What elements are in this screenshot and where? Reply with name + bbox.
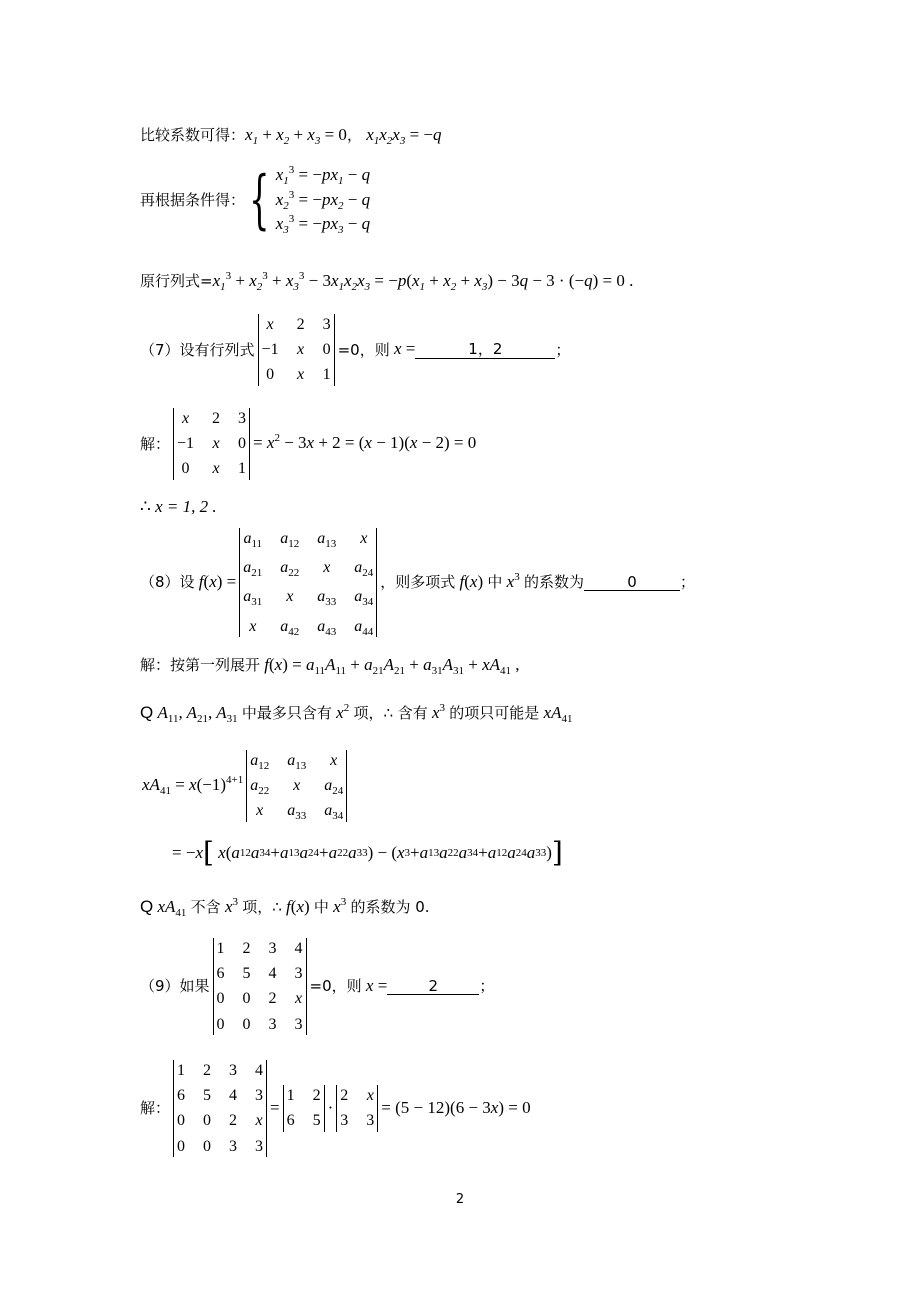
- q8-determinant: $a_{11}$ $a_{12}$ $a_{13}$ x $a_{21}$ $a_{22}$ x $a_{24}$ $a_{31}$ x $a_{33}$ $a_{34}$ x $a_{42}$ $a_{43}$ $a_{44}$: [239, 528, 377, 637]
- q8-answer-blank: 0: [584, 574, 680, 592]
- q8-label: （8）设: [140, 573, 195, 592]
- q8-expanded-result: = − x [ x ( a 12 a 34 + a 13 a 24 + a 22 a 33 ) − ( x 3 + a 13 a 22 a 34 + a 12 a 24 a 33 ) ]: [172, 836, 563, 869]
- solution-label: 解：: [140, 434, 171, 453]
- page-number: 2: [455, 1192, 465, 1207]
- q8-solution-expansion: 解：按第一列展开 $f(x) = a_{11}A_{11} + a_{21}A_{21} + a_{31}A_{31} + xA_{41}$ ,: [140, 655, 520, 677]
- q8-cofactor-expansion: $xA_{41} = x(-1)^{4+1}$ $a_{12}$ $a_{13}$ x $a_{22}$ x $a_{24}$ x $a_{33}$ $a_{34}$: [142, 750, 350, 822]
- separator: ，: [346, 126, 362, 145]
- q9-solution-determinant: 1 2 3 4 6 5 4 3 0 0 2 x 0 0 3 3: [173, 1060, 267, 1157]
- q9-block-determinant-2: 2 x 3 3: [336, 1085, 378, 1131]
- original-label: 原行列式=: [140, 272, 213, 291]
- formula-sum-roots: $x_1 + x_2 + x_3 = 0$: [245, 125, 347, 147]
- q7-label: （7）设有行列式: [140, 340, 255, 359]
- formula-original-value: $x_1^3 + x_2^3 + x_3^3 - 3x_1x_2x_3 = -p(x_1 + x_2 + x_3) - 3q - 3 \cdot (-q) = 0$ .: [212, 270, 634, 293]
- left-brace-icon: {: [249, 163, 270, 238]
- q9-determinant: 1 2 3 4 6 5 4 3 0 0 2 x 0 0 3 3: [213, 938, 307, 1035]
- q9-label: （9）如果: [140, 977, 210, 996]
- question-7: （7）设有行列式 x 2 3 −1 x 0 0 x 1 =0，则 x = 1，2 ；: [140, 314, 570, 386]
- q9-block-determinant-1: 1 2 6 5: [283, 1085, 325, 1131]
- condition-label: 再根据条件得：: [140, 190, 246, 209]
- because-icon-2: Q: [140, 897, 154, 916]
- question-8: （8）设 f(x) = $a_{11}$ $a_{12}$ $a_{13}$ x $a_{21}$ $a_{22}$ x $a_{24}$ $a_{31}$ x $a_{33}$ $a_{34}$ x $a_{42}$ $a_{43}$ $a_{44}$ ，则多项式 f(x) 中 $x^3$ 的系数为 0 ；: [140, 530, 695, 638]
- q7-conclusion: ∴ x = 1, 2 .: [140, 497, 217, 516]
- question-9: （9）如果 1 2 3 4 6 5 4 3 0 0 2 x 0 0 3 3 =0，则 x = 2 ；: [140, 938, 494, 1035]
- q7-answer-blank: 1，2: [415, 341, 555, 359]
- q7-end: ；: [555, 340, 571, 359]
- q8-conclusion: Q $xA_{41}$ 不含 $x^3$ 项，∴ f(x) 中 $x^3$ 的系数为 0.: [140, 896, 430, 919]
- q9-solution: 解： 1 2 3 4 6 5 4 3 0 0 2 x 0 0 3 3 = 1 2 6 5 · 2 x 3 3 = (5 − 12)(6 − 3x) = 0: [140, 1060, 531, 1157]
- q8-note-line: Q $A_{11}$, $A_{21}$, $A_{31}$ 中最多只含有 $x^2$ 项，∴ 含有 $x^3$ 的项只可能是 $xA_{41}$: [140, 702, 573, 725]
- q7-determinant: x 2 3 −1 x 0 0 x 1: [258, 314, 335, 386]
- q7-solution-determinant: x 2 3 −1 x 0 0 x 1: [173, 408, 250, 480]
- q7-solution: [140, 408, 476, 480]
- q8-minor-determinant: $a_{12}$ $a_{13}$ x $a_{22}$ x $a_{24}$ x $a_{33}$ $a_{34}$: [246, 750, 347, 822]
- equation-system: $x_1^3 = -px_1 - q$ $x_2^3 = -px_2 - q$ $x_3^3 = -px_3 - q$: [275, 164, 371, 237]
- q7-factorization: = $x^2 - 3x + 2 = (x - 1)(x - 2) = 0$: [253, 432, 477, 453]
- compare-label: 比较系数可得：: [140, 126, 246, 145]
- compare-coefficients-line: [140, 126, 442, 145]
- original-determinant-line: [140, 272, 633, 291]
- therefore-icon: ∴: [140, 497, 151, 516]
- q9-answer-blank: 2: [387, 978, 479, 996]
- q7-tail: =0，则: [337, 340, 390, 359]
- condition-system-line: [140, 163, 371, 238]
- because-icon: Q: [140, 703, 154, 722]
- formula-product-roots: $x_1x_2x_3 = -q$: [361, 125, 442, 147]
- q8-mid: ，则多项式: [380, 573, 456, 592]
